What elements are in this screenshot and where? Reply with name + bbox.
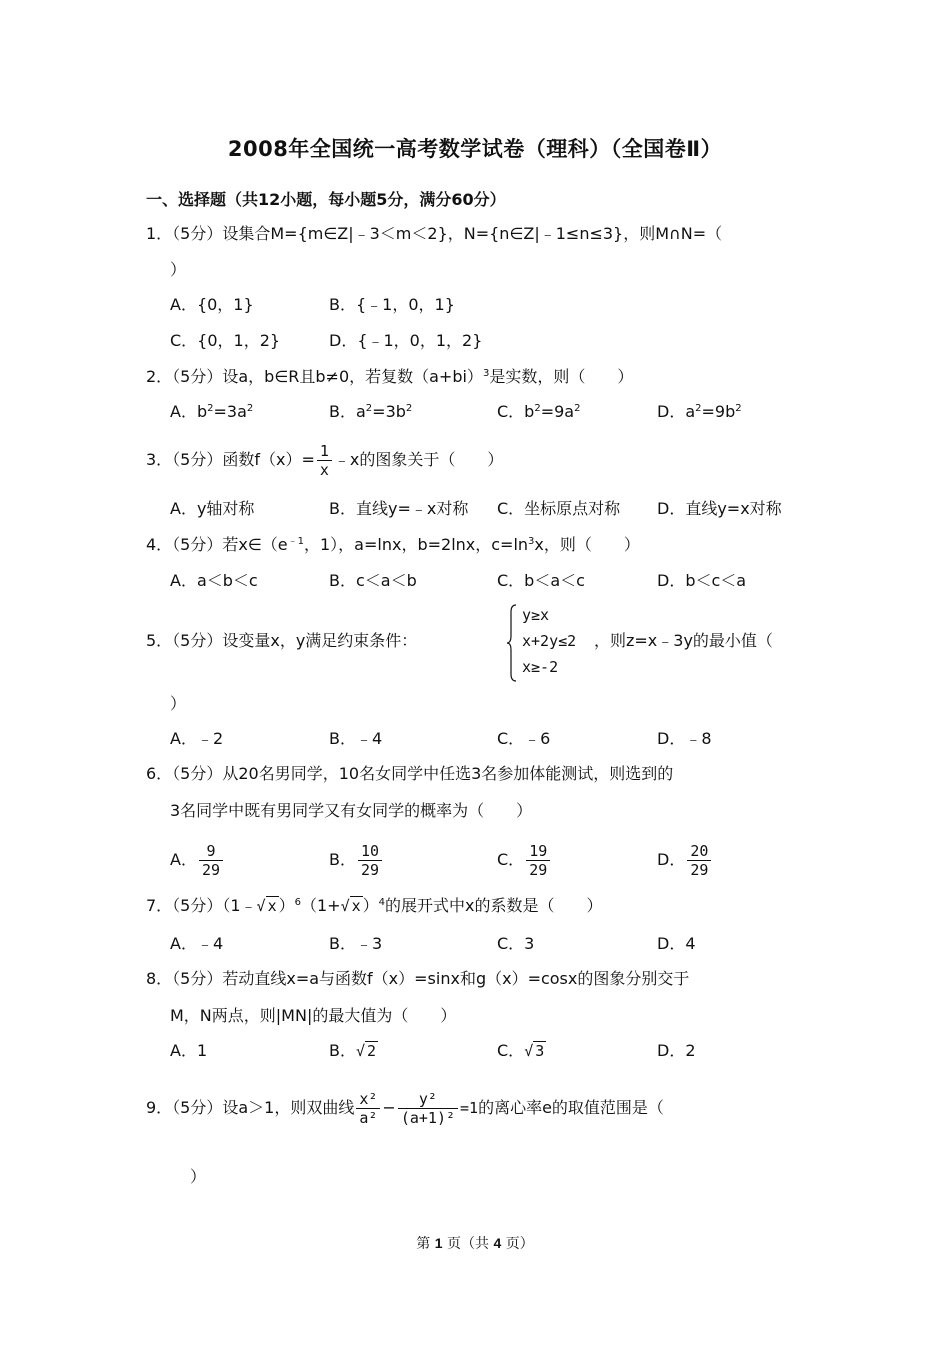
q5-stem-cont: ） [170,694,187,713]
q8-stem: 8．（5分）若动直线x=a与函数f（x）=sinx和g（x）=cosx的图象分别交于 [146,969,690,988]
q3-option-c: C．坐标原点对称 [497,499,621,518]
q5-stem-tail: ，则z=x﹣3y的最小值（ [594,631,773,650]
q3-stem-tail: ﹣x的图象关于（ ） [333,450,504,469]
q5-constraint-3: x≥-2 [522,658,559,676]
q7-option-b: B．﹣3 [329,934,383,953]
q5-brace-icon [506,604,518,682]
q4-option-a: A．a＜b＜c [170,571,258,590]
q6-option-c: C． $\frac{19}{29}$ [497,838,552,882]
q4-option-b: B．c＜a＜b [329,571,417,590]
q6-stem-cont: 3名同学中既有男同学又有女同学的概率为（ ） [170,801,533,820]
q1-option-c: C．{0，1，2} [170,331,281,350]
q5-constraint-1: y≥x [522,606,550,624]
total-pages: 4 [493,1235,502,1251]
q3-option-b: B．直线y=﹣x对称 [329,499,469,518]
q8-stem-cont: M，N两点，则|MN|的最大值为（ ） [170,1006,457,1025]
page-footer: 第 1 页（共 4 页） [416,1235,534,1252]
q4-option-c: C．b＜a＜c [497,571,585,590]
q9-stem: 9．（5分）设a＞1，则双曲线 $\frac{\text{x²}}{\text{a²}}$ − $\frac{\text{y²}}{\text{(a+1)²}}$ =1的离心率e的取值范围是（ [146,1090,664,1127]
q2-stem-tail: 是实数，则（ ） [489,367,634,386]
q6-option-b: B． $\frac{10}{29}$ [329,838,384,882]
q2-option-a: A．$b^2=3a^2$ [170,402,254,421]
q8-option-d: D．2 [657,1041,696,1060]
q7-sqrt-1: √ x [256,897,277,915]
q2-option-d: D．$a^2=9b^2$ [657,402,742,421]
q4-option-d: D．b＜c＜a [657,571,747,590]
q2-option-c: C．$b^2=9a^2$ [497,402,581,421]
page-title: 2008年全国统一高考数学试卷（理科）（全国卷Ⅱ） [227,137,723,161]
q7-sqrt-2: √ x [340,897,361,915]
q1-option-a: A．{0，1} [170,295,254,314]
q6-stem: 6．（5分）从20名男同学，10名女同学中任选3名参加体能测试，则选到的 [146,764,674,783]
q9-fraction-2: $\frac{\text{y²}}{\text{(a+1)²}}$ [398,1090,458,1127]
q5-constraint-2: x+2y≤2 [522,632,577,650]
q9-fraction-1: $\frac{\text{x²}}{\text{a²}}$ [356,1090,380,1127]
q8-option-c: C．√ 3 [497,1041,545,1060]
q8-option-b: B．√ 2 [329,1041,377,1060]
q1-option-b: B．{﹣1，0，1} [329,295,455,314]
q7-stem: 7．（5分）（1﹣√ x ）$^6$（1+√ x ）$^4$的展开式中x的系数是（ ） [146,896,603,915]
page-number: 1 [434,1235,443,1251]
q5-stem: 5．（5分）设变量x，y满足约束条件： [146,631,418,650]
q6-option-a: A． $\frac{9}{29}$ [170,838,225,882]
q2-stem-text: 2．（5分）设a，b∈R且b≠0，若复数（a+bi） [146,367,483,386]
q5-option-a: A．﹣2 [170,729,224,748]
q8-option-a: A．1 [170,1041,208,1060]
q2-option-b: B．$a^2=3b^2$ [329,402,413,421]
q7-option-c: C．3 [497,934,535,953]
q1-stem: 1．（5分）设集合M={m∈Z|﹣3＜m＜2}，N={n∈Z|﹣1≤n≤3}，则M∩N=（ [146,224,723,243]
q4-stem: 4．（5分）若$x\in(e^{﹣1}$，1），a=lnx，b=2lnx，$c=\ln^3x$，则（ ） [146,535,640,554]
section-heading: 一、选择题（共12小题，每小题5分，满分60分） [146,190,506,209]
q2-exponent: 3 [482,368,490,379]
q3-fraction: $\frac{1}{x}$ [317,442,332,479]
q9-stem-cont: ） [190,1167,207,1186]
q3-stem-text: 3．（5分）函数f（x）= [146,450,315,469]
q3-stem [146,440,503,480]
q6-option-d: D． $\frac{20}{29}$ [657,838,713,882]
q2-stem [146,366,633,388]
q5-option-b: B．﹣4 [329,729,383,748]
q5-constraint-system [522,602,576,680]
q3-option-a: A．y轴对称 [170,499,255,518]
q1-option-d: D．{﹣1，0，1，2} [329,331,483,350]
q3-option-d: D．直线y=x对称 [657,499,782,518]
q7-option-d: D．4 [657,934,696,953]
q5-option-d: D．﹣8 [657,729,712,748]
q7-option-a: A．﹣4 [170,934,224,953]
q5-option-c: C．﹣6 [497,729,551,748]
q1-stem-cont: ） [170,260,187,279]
